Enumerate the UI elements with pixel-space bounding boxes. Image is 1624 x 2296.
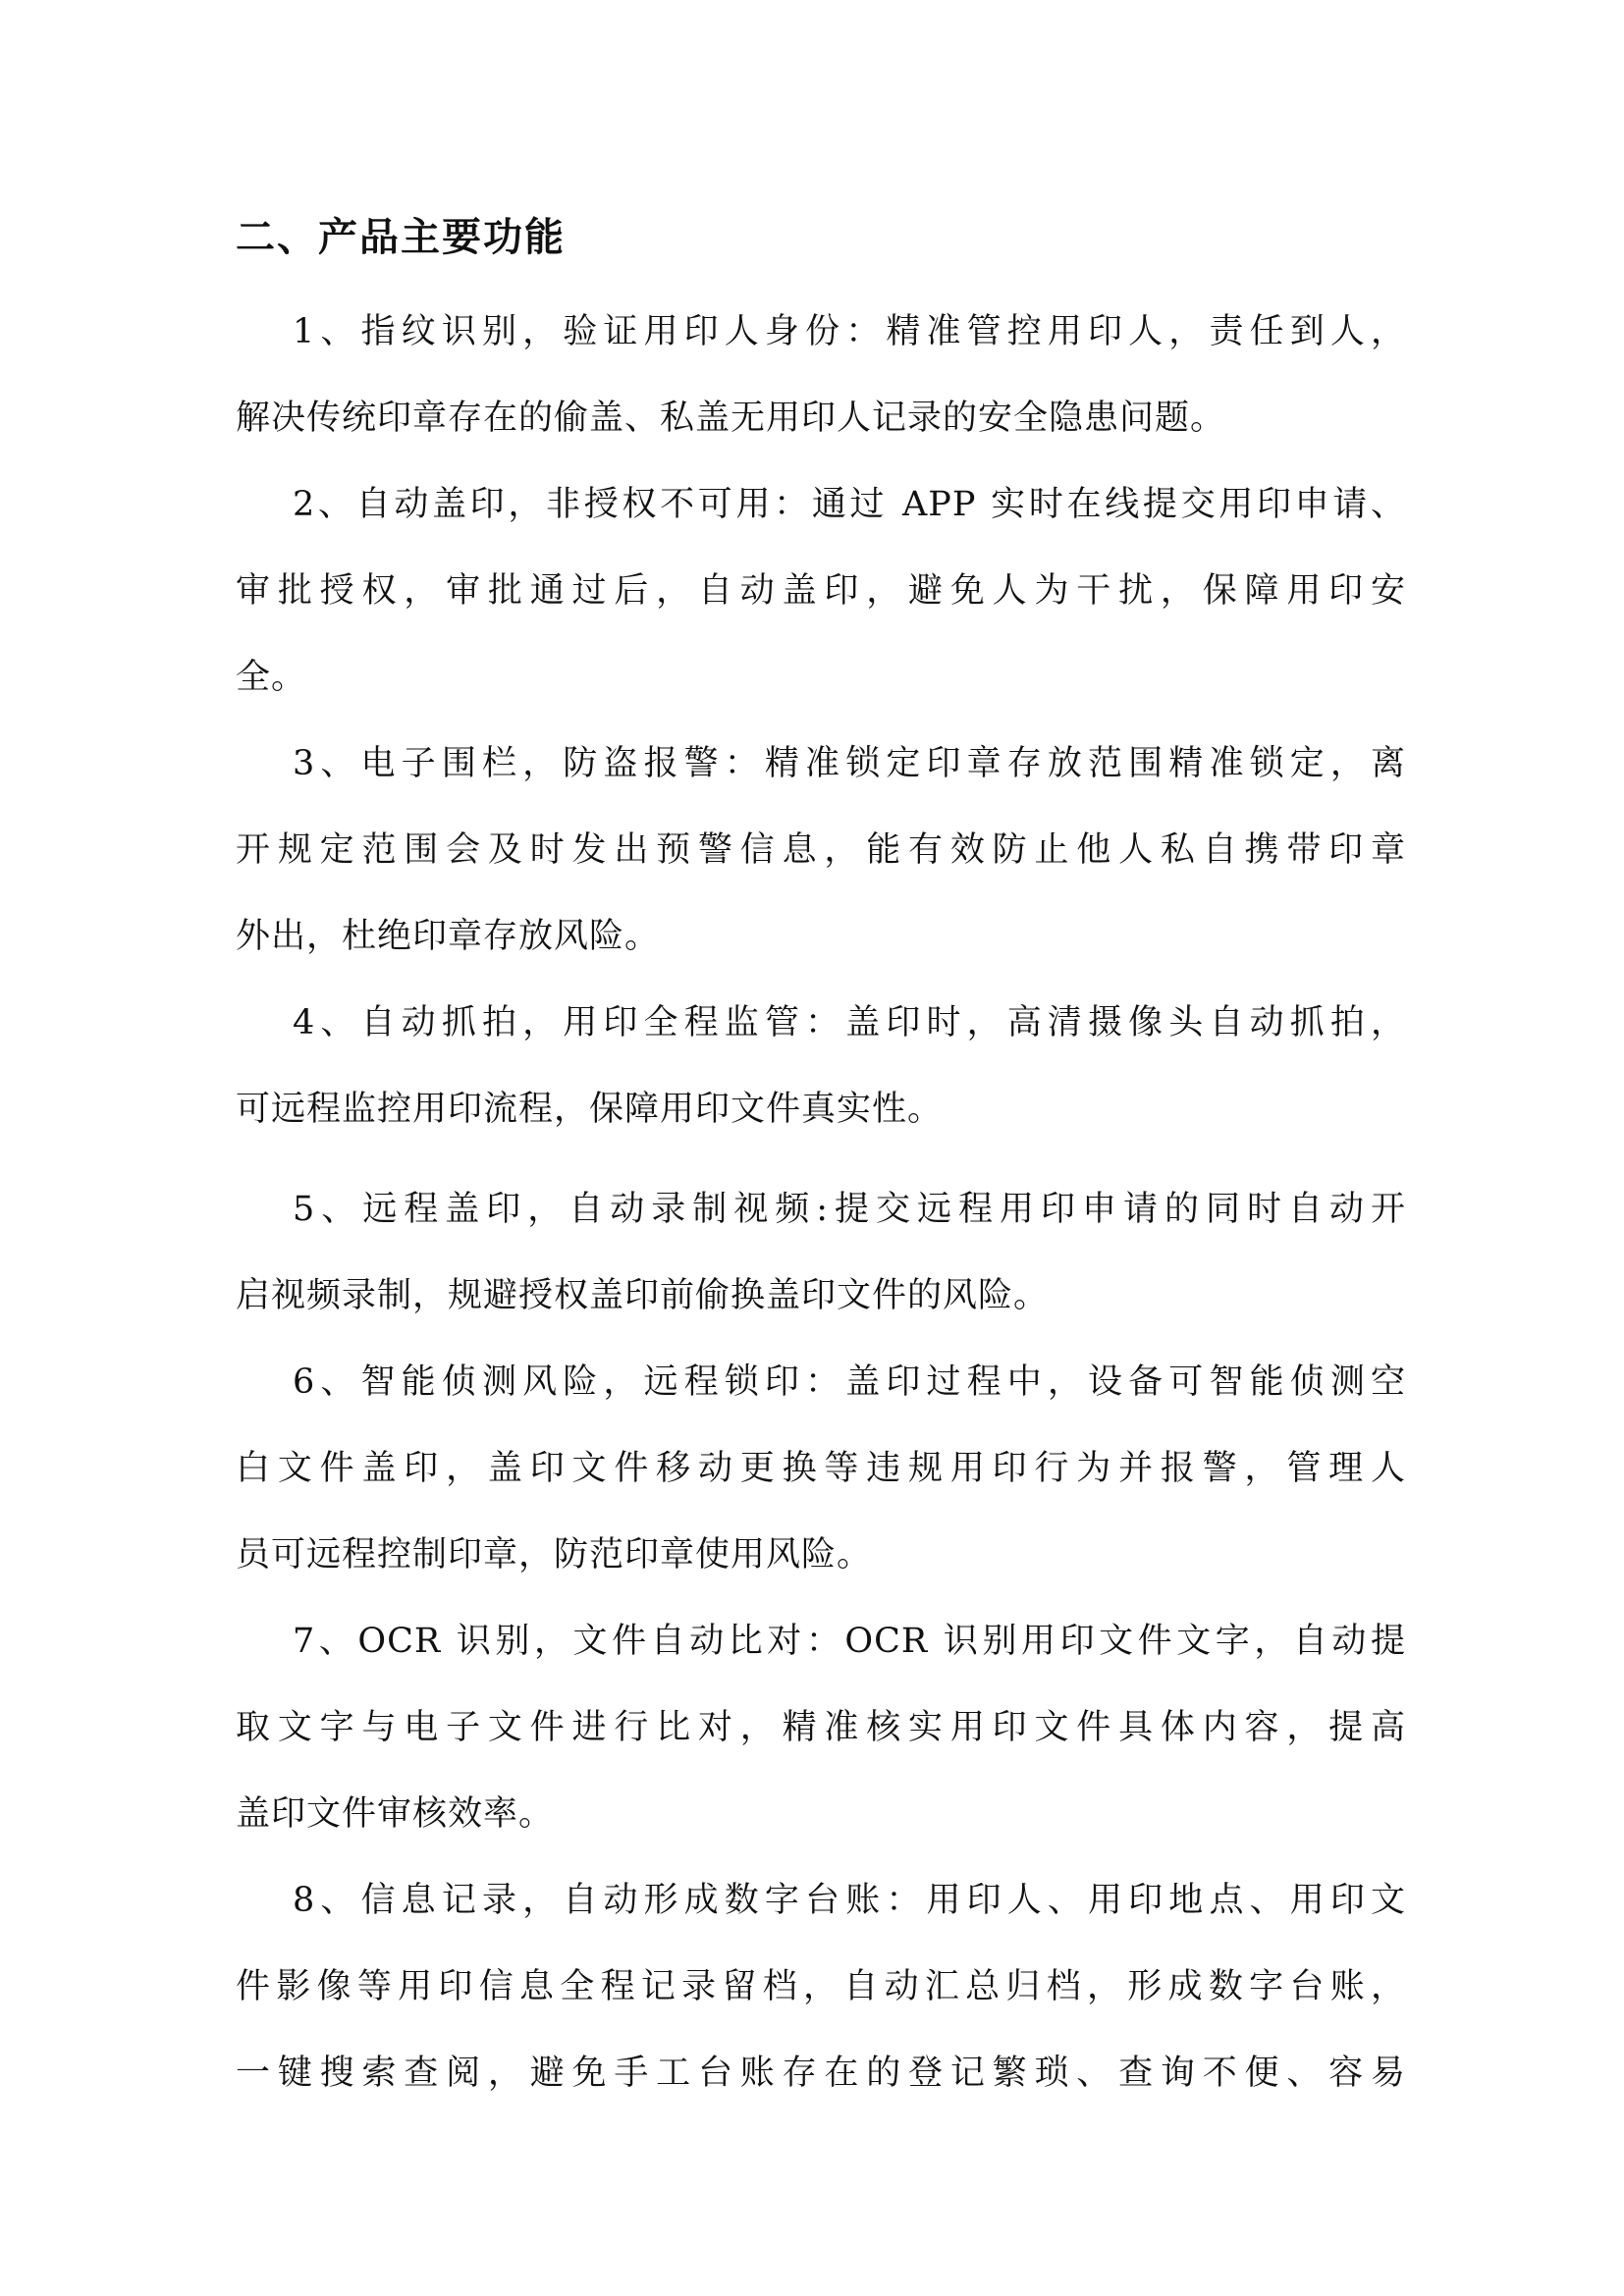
paragraph-line: 2、自动盖印，非授权不可用：通过 APP 实时在线提交用印申请、 — [293, 485, 1406, 524]
paragraph-line: 3、电子围栏，防盗报警：精准锁定印章存放范围精准锁定，离 — [293, 744, 1406, 783]
feature-paragraph-8 — [236, 1857, 1406, 2116]
feature-paragraph-3 — [236, 721, 1406, 980]
paragraph-line: 外出，杜绝印章存放风险。 — [236, 917, 661, 956]
document-page — [236, 208, 1406, 2116]
paragraph-line: 取文字与电子文件进行比对，精准核实用印文件具体内容，提高 — [236, 1708, 1406, 1747]
paragraph-line: 启视频录制，规避授权盖印前偷换盖印文件的风险。 — [236, 1276, 1050, 1315]
paragraph-line: 可远程监控用印流程，保障用印文件真实性。 — [236, 1090, 944, 1129]
section-heading: 二、产品主要功能 — [236, 215, 566, 260]
feature-paragraph-5 — [236, 1166, 1406, 1339]
paragraph-line: 全。 — [236, 658, 307, 697]
paragraph-line: 员可远程控制印章，防范印章使用风险。 — [236, 1535, 873, 1575]
paragraph-line: 8、信息记录，自动形成数字台账：用印人、用印地点、用印文 — [293, 1881, 1406, 1920]
paragraph-line: 白文件盖印，盖印文件移动更换等违规用印行为并报警，管理人 — [236, 1449, 1406, 1488]
feature-paragraph-2 — [236, 461, 1406, 721]
paragraph-line: 1、指纹识别，验证用印人身份：精准管控用印人，责任到人， — [293, 312, 1406, 351]
feature-paragraph-4 — [236, 980, 1406, 1152]
paragraph-line: 开规定范围会及时发出预警信息，能有效防止他人私自携带印章 — [236, 830, 1406, 870]
paragraph-line: 7、OCR 识别，文件自动比对：OCR 识别用印文件文字，自动提 — [293, 1622, 1406, 1661]
paragraph-line: 6、智能侦测风险，远程锁印：盖印过程中，设备可智能侦测空 — [293, 1362, 1406, 1402]
paragraph-line: 5、远程盖印，自动录制视频:提交远程用印申请的同时自动开 — [293, 1190, 1406, 1229]
paragraph-line: 审批授权，审批通过后，自动盖印，避免人为干扰，保障用印安 — [236, 571, 1406, 611]
feature-paragraph-7 — [236, 1598, 1406, 1857]
feature-paragraph-6 — [236, 1339, 1406, 1598]
paragraph-line: 解决传统印章存在的偷盖、私盖无用印人记录的安全隐患问题。 — [236, 399, 1226, 438]
paragraph-line: 一键搜索查阅，避免手工台账存在的登记繁琐、查询不便、容易 — [236, 2054, 1406, 2093]
paragraph-line: 4、自动抓拍，用印全程监管：盖印时，高清摄像头自动抓拍， — [293, 1003, 1406, 1042]
paragraph-line: 件影像等用印信息全程记录留档，自动汇总归档，形成数字台账， — [236, 1967, 1406, 2006]
feature-paragraph-1 — [236, 289, 1406, 461]
paragraph-line: 盖印文件审核效率。 — [236, 1794, 555, 1834]
